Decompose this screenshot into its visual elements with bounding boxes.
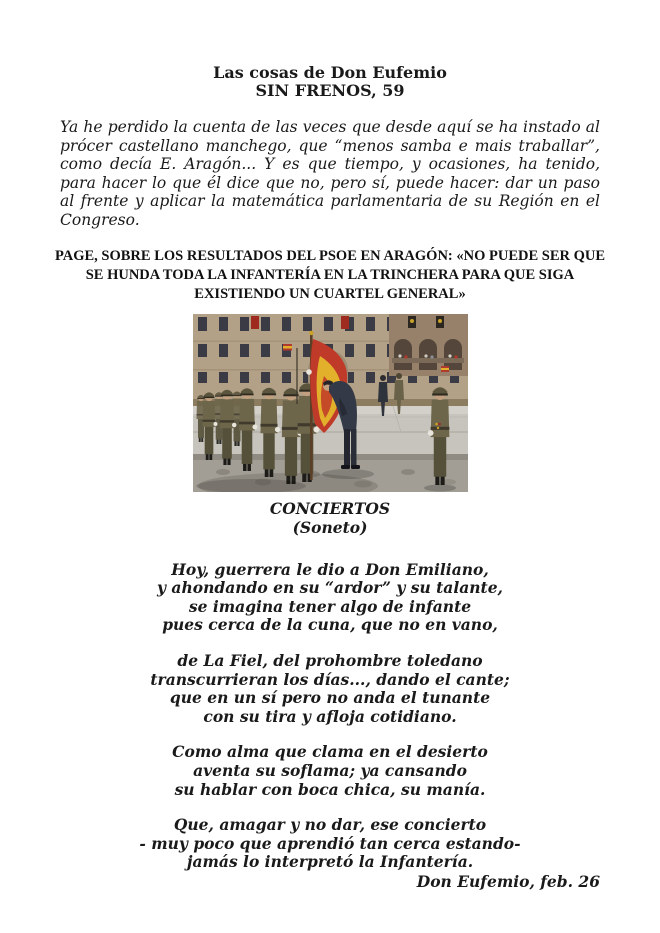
poem-line: y ahondando en su “ardor” y su talante, <box>157 578 503 598</box>
poem-line: - muy poco que aprendió tan cerca estando- <box>139 833 521 853</box>
stanza-3 <box>60 743 600 799</box>
poem-line: Como alma que clama en el desierto <box>172 742 488 762</box>
stanza-2 <box>60 652 600 726</box>
balcony-spanish-flag <box>283 344 292 351</box>
ceremony-photo <box>60 314 600 492</box>
poem-line: su hablar con boca chica, su manía. <box>174 779 486 799</box>
poem <box>60 500 600 872</box>
loggia-gallery <box>389 314 468 376</box>
masthead <box>60 64 600 100</box>
poem-line: que en un sí pero no anda el tunante <box>169 688 491 708</box>
poem-header <box>60 500 600 537</box>
poem-line: Hoy, guerrera le dio a Don Emiliano, <box>171 559 489 579</box>
balcony-spanish-flag-2 <box>441 366 449 372</box>
poem-line: Que, amagar y no dar, ese concierto <box>173 815 487 835</box>
stanza-1 <box>60 561 600 635</box>
stanza-4 <box>60 816 600 872</box>
poem-line: se imagina tener algo de infante <box>188 596 472 616</box>
poem-line: transcurrieran los días..., dando el cante; <box>150 669 510 689</box>
poem-form: (Soneto) <box>292 518 368 538</box>
poem-line: jamás lo interpretó la Infantería. <box>186 852 474 872</box>
ceremony-photo-illustration <box>193 314 468 492</box>
headline: PAGE, SOBRE LOS RESULTADOS DEL PSOE EN ARAGÓN: «NO PUEDE SER QUE SE HUNDA TODA LA INFANTERÍA EN LA TRINCHERA PARA QUE SIGA EXISTIENDO UN CUARTEL GENERAL» <box>54 247 606 303</box>
poem-line: de La Fiel, del prohombre toledano <box>177 651 483 671</box>
poem-line: pues cerca de la cuna, que no en vano, <box>162 615 498 635</box>
intro-paragraph: Ya he perdido la cuenta de las veces que desde aquí se ha instado al prócer castellano manchego, que “menos samba e mais traballar”, como decía E. Aragón... Y es que tiempo, y ocasiones, ha tenido, para hacer lo que él dice que no, pero sí, puede hacer: dar un paso al frente y aplicar la matemática parlamentaria de su Región en el Congreso. <box>60 118 600 229</box>
poem-line: aventa su soflama; ya cansando <box>193 760 467 780</box>
poem-line: con su tira y afloja cotidiano. <box>203 706 457 726</box>
page-title: Las cosas de Don Eufemio <box>213 63 447 82</box>
issue-title: SIN FRENOS, 59 <box>255 81 405 100</box>
author-signature: Don Eufemio, feb. 26 <box>416 871 600 891</box>
poem-title: CONCIERTOS <box>269 499 391 519</box>
